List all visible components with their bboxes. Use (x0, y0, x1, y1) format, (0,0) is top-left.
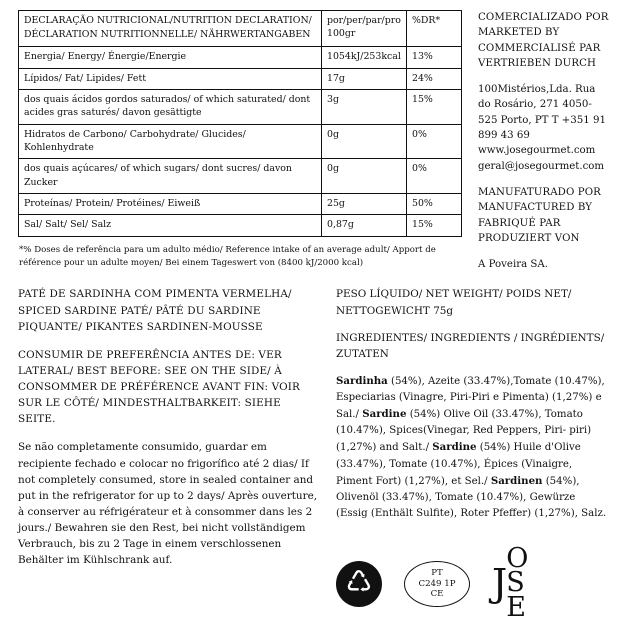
nutrient-dr: 0% (407, 159, 462, 194)
nutrient-per100: 0g (322, 159, 407, 194)
logo-letter-j: J (492, 561, 509, 606)
table-header-row (19, 11, 462, 47)
logo-letter-e: E (506, 592, 527, 624)
ingredients-en: (54%) Olive Oil (33.47%), Tomato (10.47%), Spices(Vinegar, Red Peppers, Piri- piri) (1,27%) and Salt./ (336, 409, 592, 454)
logo-letter-o: O (506, 542, 530, 574)
nutrient-per100: 1054kJ/253kcal (322, 47, 407, 68)
marks-row (336, 542, 530, 624)
product-column (18, 286, 318, 580)
nutrition-footnote: *% Doses de referência para um adulto médio/ Reference intake of an average adult/ Apport de référence pour un adulte moyen/ Bei einem Tageswert von (8400 kJ/2000 kcal) (19, 244, 436, 268)
nutrient-dr: 15% (407, 89, 462, 124)
nutrient-dr: 0% (407, 124, 462, 159)
nutrient-label: Lípidos/ Fat/ Lipides/ Fett (19, 68, 322, 89)
storage-instructions: Se não completamente consumido, guardar em recipiente fechado e colocar no frigorífico até 2 dias/ If not completely consumed, store in sealed container and put in the refrigerator for up to 2 days/ Après ouverture, à conserver au réfrigérateur et à consommer dans les 2 jours./ Bewahren sie den Rest, bei nicht vollständigem Verbrauch, bis zu 2 Tage in einem verschlossenen Behälter im Kühlschrank auf. (18, 441, 318, 567)
ingredients-de: (54%), Olivenöl (33.47%), Tomate (10.47%), Gewürze (Essig (Enthält Sulfite), Roter Pfeffer) (1,27%), Salz. (336, 475, 607, 519)
ingredients-pt: (54%), Azeite (33.47%),Tomate (10.47%), Especiarias (Vinagre, Piri-Piri e Pimenta) (1,27%) e Sal./ (336, 375, 605, 421)
manufactured-by-heading: MANUFATURADO POR MANUFACTURED BY FABRIQUÉ PAR PRODUZIERT VON (478, 186, 601, 244)
ingredients-list (336, 373, 610, 522)
ingredients-fr: (54%) Huile d'Olive (33.47%), Tomate (10.47%), Épices (Vinaigre, Piment Fort) (1,27%), et Sel./ (336, 442, 581, 487)
nutrient-label: Energia/ Energy/ Énergie/Energie (19, 47, 322, 68)
logo-letter-s: S (506, 567, 526, 599)
nutrient-label: Proteínas/ Protein/ Protéines/ Eiweiß (19, 193, 322, 214)
nutrition-header-dr: %DR* (407, 11, 462, 47)
nutrient-per100: 25g (322, 193, 407, 214)
nutrient-dr: 50% (407, 193, 462, 214)
health-mark-code: C249 1P (418, 578, 456, 589)
nutrient-label: Hidratos de Carbono/ Carbohydrate/ Glucides/ Kohlenhydrate (19, 124, 322, 159)
jose-gourmet-logo (492, 542, 530, 624)
ingredient-lead-fr: Sardine (432, 441, 477, 454)
health-mark-country: PT (431, 568, 443, 579)
nutrient-label: dos quais açúcares/ of which sugars/ dont sucres/ davon Zucker (19, 159, 322, 194)
nutrient-label: dos quais ácidos gordos saturados/ of which saturated/ dont acides gras saturés/ davon gesättigte (19, 89, 322, 124)
product-name: PATÉ DE SARDINHA COM PIMENTA VERMELHA/ SPICED SARDINE PATÉ/ PÂTÉ DU SARDINE PIQUANTE/ PIKANTES SARDINEN-MOUSSE (18, 288, 292, 333)
best-before-text: CONSUMIR DE PREFERÊNCIA ANTES DE: VER LATERAL/ BEST BEFORE: SEE ON THE SIDE/ À CONSOMMER DE PRÉFÉRENCE AVANT FIN: VOIR SUR LE CÔTÉ/ MINDESTHALTBARKEIT: SIEHE SEITE. (18, 348, 301, 426)
manufacturer-name: A Poveira SA. (478, 259, 548, 271)
nutrient-per100: 3g (322, 89, 407, 124)
recycle-icon (336, 561, 382, 607)
table-row (19, 47, 462, 68)
nutrition-declaration (18, 10, 462, 269)
health-mark-oval (404, 561, 470, 607)
recycle-arrows-icon: ♺ (345, 564, 373, 600)
ingredient-lead-pt: Sardinha (336, 374, 388, 387)
nutrient-label: Sal/ Salt/ Sel/ Salz (19, 215, 322, 236)
net-weight-value: 75g (433, 304, 454, 317)
company-address: 100Mistérios,Lda. Rua do Rosário, 271 4050-525 Porto, PT T +351 91 899 43 69 www.josegourmet.com geral@josegourmet.com (478, 84, 606, 172)
ingredients-column (318, 286, 610, 580)
net-weight-block (336, 286, 610, 318)
health-mark-ce: CE (430, 588, 444, 599)
nutrient-dr: 24% (407, 68, 462, 89)
nutrition-header-label: DECLARAÇÃO NUTRICIONAL/NUTRITION DECLARATION/ DÉCLARATION NUTRITIONNELLE/ NÄHRWERTANGABEN (19, 11, 322, 47)
company-info (462, 10, 610, 272)
nutrient-dr: 15% (407, 215, 462, 236)
nutrient-dr: 13% (407, 47, 462, 68)
nutrition-header-per: por/per/par/pro 100gr (322, 11, 407, 47)
nutrient-per100: 17g (322, 68, 407, 89)
ingredients-heading: INGREDIENTES/ INGREDIENTS / INGRÉDIENTS/ ZUTATEN (336, 331, 605, 360)
table-row (19, 159, 462, 194)
top-section (18, 10, 610, 272)
ingredient-lead-de: Sardinen (490, 474, 543, 487)
lower-section (18, 286, 610, 580)
nutrient-per100: 0,87g (322, 215, 407, 236)
net-weight-label: PESO LÍQUIDO/ NET WEIGHT/ POIDS NET/ NETTOGEWICHT (336, 288, 572, 317)
table-row (19, 124, 462, 159)
marketed-by-heading: COMERCIALIZADO POR MARKETED BY COMMERCIALISÉ PAR VERTRIEBEN DURCH (478, 12, 609, 69)
nutrition-table (18, 10, 462, 237)
table-row (19, 215, 462, 236)
nutrient-per100: 0g (322, 124, 407, 159)
table-row (19, 89, 462, 124)
ingredient-lead-en: Sardine (362, 408, 407, 421)
logo-letter-stack (506, 542, 530, 624)
table-row (19, 68, 462, 89)
table-row (19, 193, 462, 214)
